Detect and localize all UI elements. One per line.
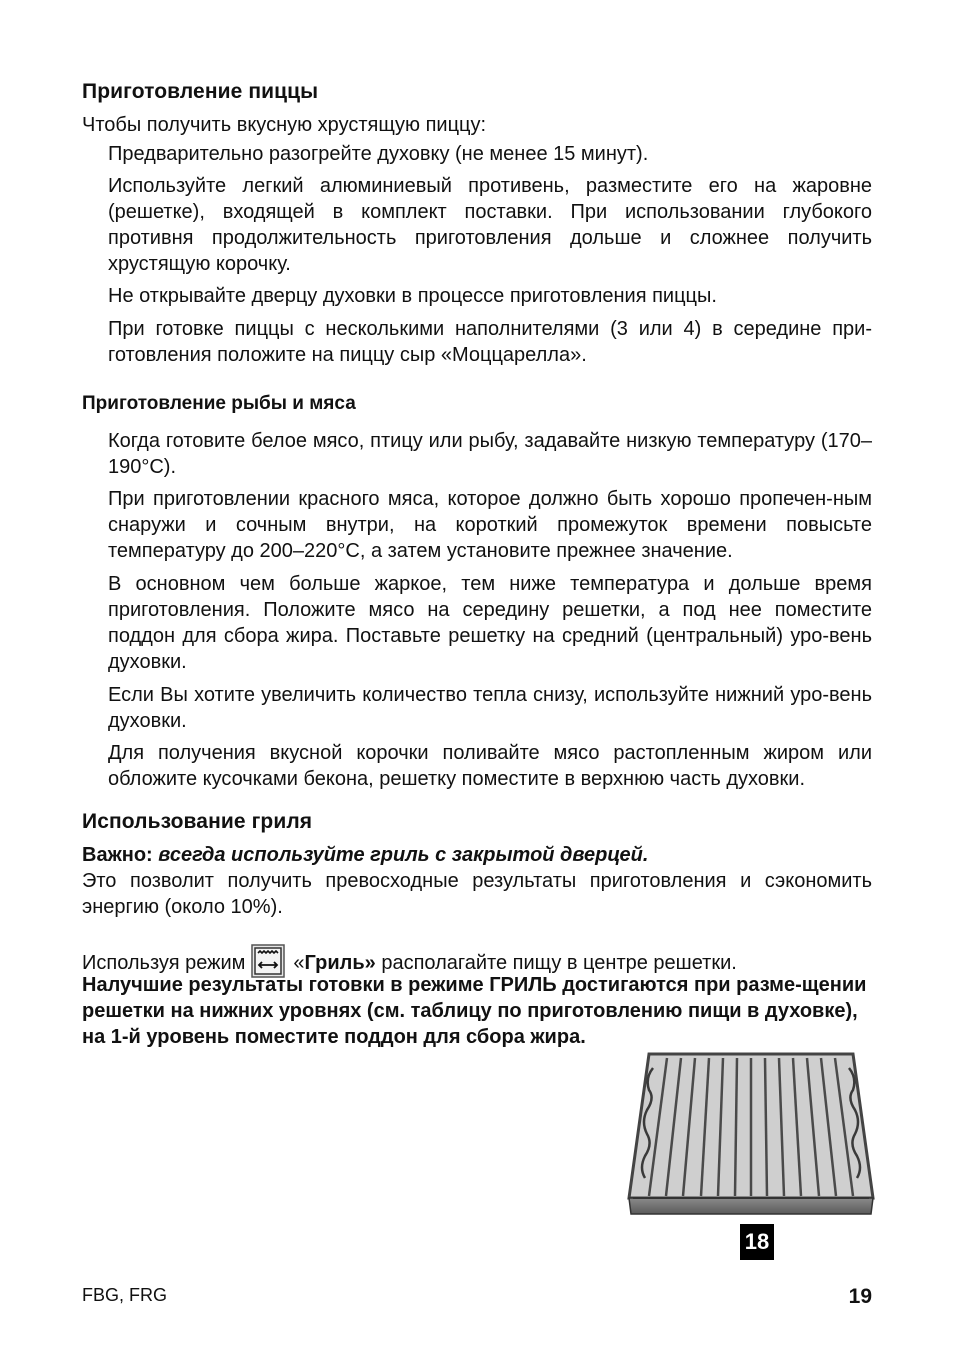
pizza-paragraph: При готовке пиццы с несколькими наполнителями (3 или 4) в середине при-готовления положите на пиццу сыр «Моццарелла». [108, 318, 872, 366]
pizza-paragraph: Используйте легкий алюминиевый противень, разместите его на жаровне (решетке), входящей в комплект поставки. При использовании глубокого противня продолжительность приготовления дольше и сложнее получить хрустящую корочку. [108, 175, 872, 275]
pizza-paragraph: Не открывайте дверцу духовки в процессе приготовления пиццы. [108, 285, 717, 307]
section-title-meat: Приготовление рыбы и мяса [82, 393, 356, 414]
section-title-grill: Использование гриля [82, 810, 313, 833]
meat-paragraph: Для получения вкусной корочки поливайте мясо растопленным жиром или обложите кусочками бекона, решетку поместите в верхнюю часть духовки. [108, 742, 872, 790]
pizza-intro: Чтобы получить вкусную хрустящую пиццу: [82, 114, 487, 136]
meat-paragraph: В основном чем больше жаркое, тем ниже температура и дольше время приготовления. Положите мясо на середину решетки, а под нее поместите поддон для сбора жира. Поставьте решетку на средний (центральный) уро-вень духовки. [108, 573, 872, 673]
footer-model: FBG, FRG [82, 1285, 167, 1305]
oven-rack-image [627, 1048, 875, 1220]
meat-paragraph: Если Вы хотите увеличить количество тепла снизу, используйте нижний уро-вень духовки. [108, 684, 872, 732]
figure-number: 18 [740, 1224, 774, 1260]
important-label: Важно: [82, 844, 153, 866]
grill-paragraph: Это позволит получить превосходные результаты приготовления и сэкономить энергию (около 10%). [82, 870, 872, 918]
grill-mode-open-quote: « [293, 952, 305, 974]
grill-mode-name: Гриль» [304, 952, 376, 974]
grill-mode-before: Используя режим [82, 952, 246, 974]
grill-mode-after: располагайте пищу в центре решетки. [375, 952, 737, 974]
pizza-paragraph: Предварительно разогрейте духовку (не менее 15 минут). [108, 143, 649, 165]
page-number: 19 [848, 1285, 872, 1308]
grill-important-note [82, 842, 872, 868]
meat-paragraph: Когда готовите белое мясо, птицу или рыбу, задавайте низкую температуру (170–190°C). [108, 430, 872, 478]
important-text: всегда используйте гриль с закрытой дверцей. [158, 844, 649, 866]
grill-bold-text: Налучшие результаты готовки в режиме ГРИЛЬ достигаются при разме-щении решетки на нижних уровнях (см. таблицу по приготовлению пищи в духовке), на 1-й уровень поместите поддон для сбора жира. [82, 974, 867, 1048]
section-title-pizza: Приготовление пиццы [82, 80, 319, 103]
meat-paragraph: При приготовлении красного мяса, которое должно быть хорошо пропечен-ным снаружи и сочным внутри, на короткий промежуток времени повысьте температуру до 200–220°C, а затем установите прежнее значение. [108, 488, 872, 562]
grill-bold-paragraph [82, 972, 872, 1050]
